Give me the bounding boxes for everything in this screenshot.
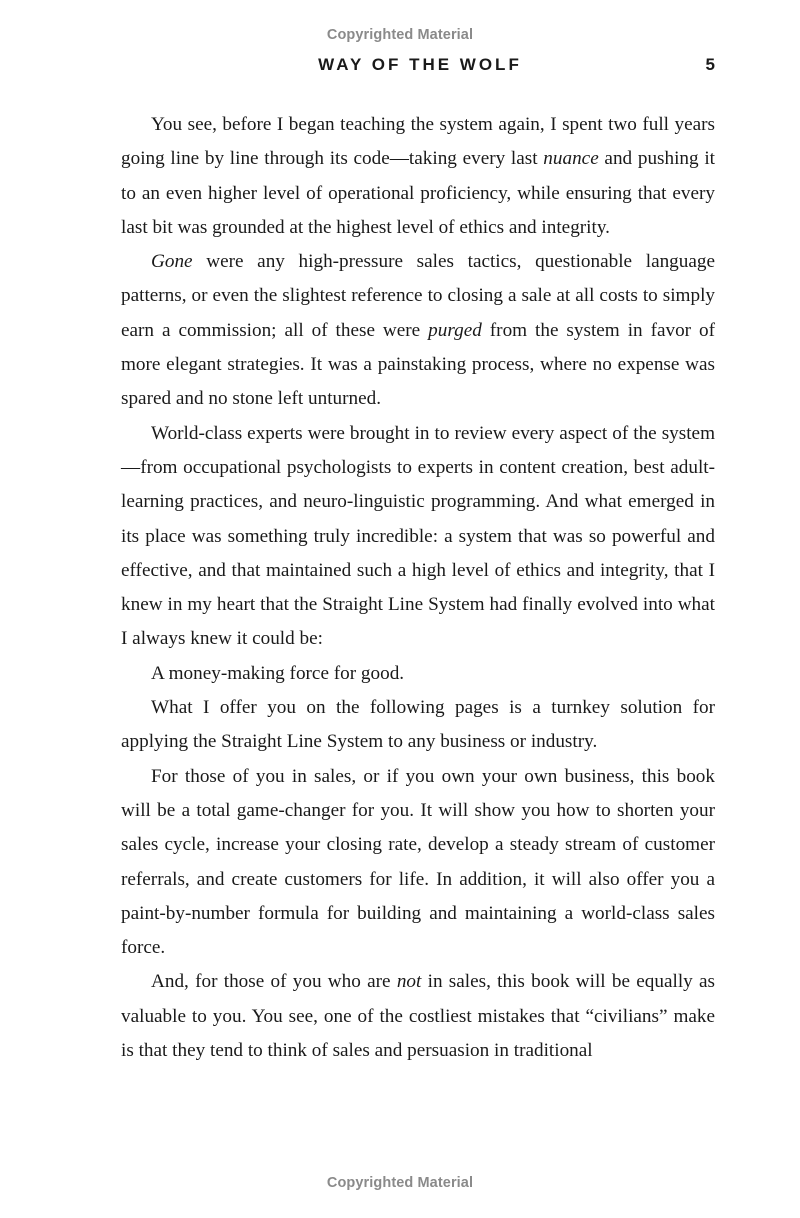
italic-text: Gone — [151, 251, 193, 273]
page-number: 5 — [705, 55, 715, 74]
text-run: And, for those of you who are — [151, 971, 397, 993]
text-run: and pushing it to an even higher level of operational proficiency, while ensuring that every last bit was grounded at the highest level of ethics and integrity. — [121, 148, 715, 238]
copyright-watermark-top: Copyrighted Material — [326, 27, 474, 43]
body-text — [121, 108, 715, 1068]
paragraph-1 — [121, 108, 715, 245]
text-run: You see, before I began teaching the system again, I spent two full years going line by line through its code—taking every last — [121, 114, 715, 170]
text-run: in sales, this book will be equally as valuable to you. You see, one of the costliest mistakes that “civilians” make is that they tend to think of sales and persuasion in traditional — [121, 971, 715, 1062]
paragraph-3: World-class experts were brought in to review every aspect of the system—from occupational psychologists to experts in content creation, best adult-learning practices, and neuro-linguistic programming. And what emerged in its place was something truly incredible: a system that was so powerful and effective, and that maintained such a high level of ethics and integrity, that I knew in my heart that the Straight Line System had finally evolved into what I always knew it could be: — [121, 422, 715, 650]
paragraph-5: What I offer you on the following pages is a turnkey solution for applying the Straight Line System to any business or industry. — [121, 697, 715, 753]
running-title: WAY OF THE WOLF — [318, 55, 522, 74]
paragraph-7 — [121, 965, 715, 1068]
italic-text: nuance — [543, 148, 599, 170]
running-header — [0, 55, 800, 79]
text-run: were any high-pressure sales tactics, questionable language patterns, or even the slightest reference to closing a sale at all costs to simply earn a commission; all of these were — [121, 251, 715, 341]
text-run: from the system in favor of more elegant strategies. It was a painstaking process, where no expense was spared and no stone left unturned. — [121, 319, 715, 410]
copyright-watermark-bottom: Copyrighted Material — [326, 1175, 474, 1191]
italic-text: not — [396, 971, 422, 993]
italic-text: purged — [428, 319, 482, 341]
paragraph-2 — [121, 245, 715, 416]
paragraph-6: For those of you in sales, or if you own your own business, this book will be a total game-changer for you. It will show you how to shorten your sales cycle, increase your closing rate, develop a steady stream of customer referrals, and create customers for life. In addition, it will also offer you a paint-by-number formula for building and maintaining a world-class sales force. — [121, 765, 715, 959]
paragraph-4: A money-making force for good. — [151, 662, 405, 684]
